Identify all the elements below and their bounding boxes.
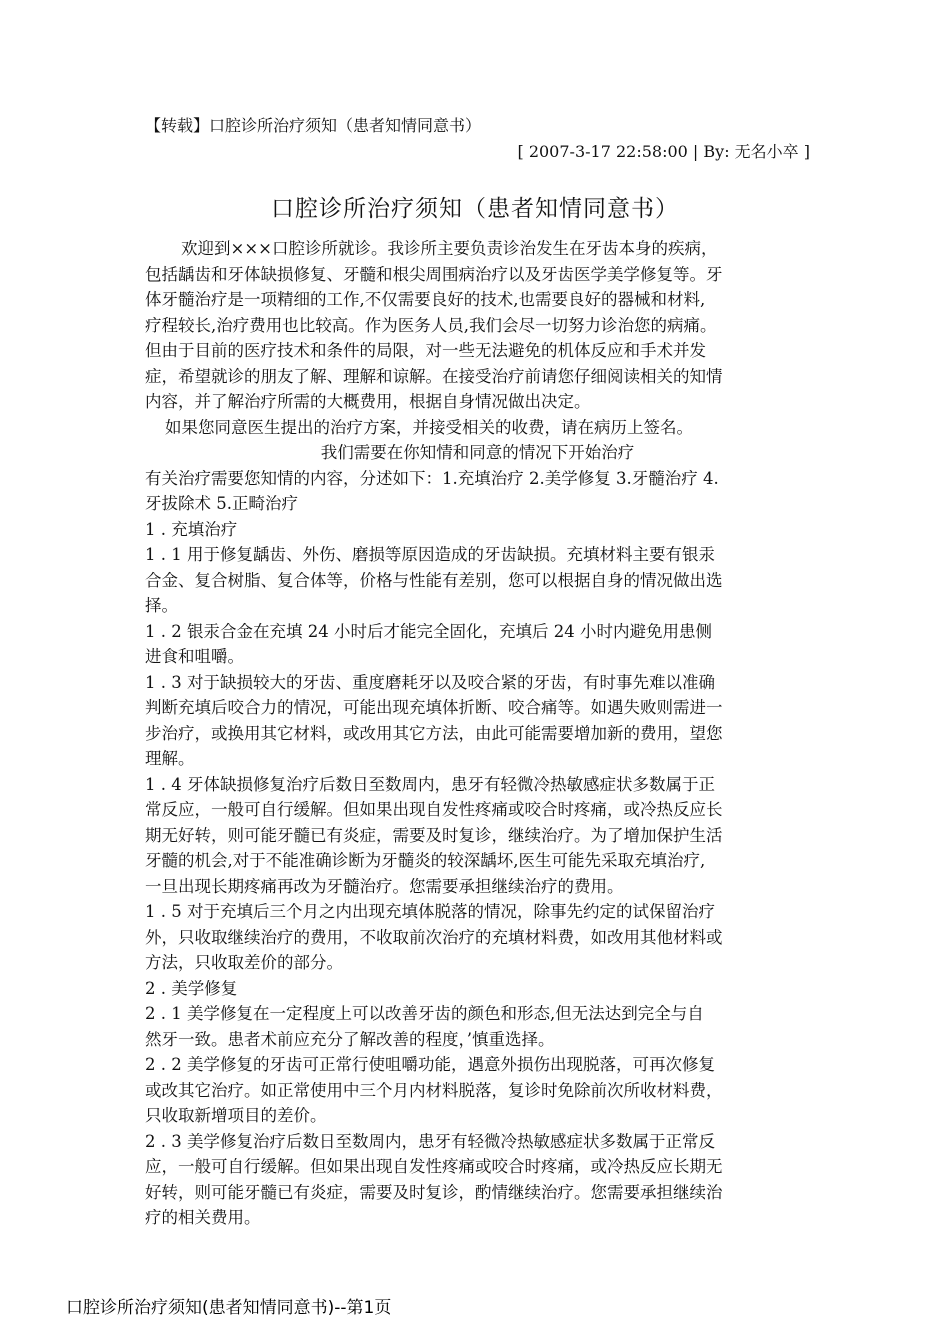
body-line: 进食和咀嚼。 (145, 647, 244, 666)
body-line: 好转，则可能牙髓已有炎症，需要及时复诊，酌情继续治疗。您需要承担继续治 (145, 1182, 723, 1202)
body-line: 判断充填后咬合力的情况，可能出现充填体折断、咬合痛等。如遇失败则需进一 (145, 698, 723, 717)
body-line: 牙拔除术 5.正畸治疗 (145, 494, 298, 513)
body-line: 牙髓的机会,对于不能准确诊断为牙髓炎的较深龋坏,医生可能先采取充填治疗, (145, 851, 706, 870)
body-line: 欢迎到×××口腔诊所就诊。我诊所主要负责诊治发生在牙齿本身的疾病， (181, 239, 718, 258)
body-line: 方法，只收取差价的部分。 (145, 953, 343, 972)
section-heading: 2 . 美学修复 (145, 978, 238, 998)
body-line: 外，只收取继续治疗的费用，不收取前次治疗的充填材料费，如改用其他材料或 (145, 927, 723, 947)
body-line: 1 . 4 牙体缺损修复治疗后数日至数周内，患牙有轻微冷热敏感症状多数属于正 (145, 774, 715, 794)
body-line: 1 . 2 银汞合金在充填 24 小时后才能完全固化，充填后 24 小时内避免用患侧 (145, 621, 712, 641)
document-body (145, 236, 810, 1231)
body-line: 期无好转，则可能牙髓已有炎症，需要及时复诊，继续治疗。为了增加保护生活 (145, 825, 723, 845)
body-line: 择。 (145, 596, 178, 615)
body-line: 疗的相关费用。 (145, 1208, 261, 1227)
body-line: 只收取新增项目的差价。 (145, 1106, 327, 1125)
body-line: 2 . 1 美学修复在一定程度上可以改善牙齿的颜色和形态,但无法达到完全与自 (145, 1004, 704, 1023)
body-line: 理解。 (145, 749, 195, 768)
body-line: 症，希望就诊的朋友了解、理解和谅解。在接受治疗前请您仔细阅读相关的知情 (145, 366, 723, 386)
body-line: 如果您同意医生提出的治疗方案，并接受相关的收费，请在病历上签名。 (165, 417, 693, 437)
body-line-centered: 我们需要在你知情和同意的情况下开始治疗 (320, 443, 635, 462)
body-line: 2 . 3 美学修复治疗后数日至数周内，患牙有轻微冷热敏感症状多数属于正常反 (145, 1131, 715, 1151)
body-line: 内容，并了解治疗所需的大概费用，根据自身情况做出决定。 (145, 392, 591, 411)
page-footer: 口腔诊所治疗须知(患者知情同意书)--第1页 (66, 1298, 392, 1318)
body-line: 2 . 2 美学修复的牙齿可正常行使咀嚼功能，遇意外损伤出现脱落，可再次修复 (145, 1055, 715, 1074)
repost-title: 【转载】口腔诊所治疗须知（患者知情同意书） (145, 116, 482, 135)
post-meta: [ 2007-3-17 22:58:00 | By: 无名小卒 ] (517, 142, 810, 161)
body-line: 1 . 3 对于缺损较大的牙齿、重度磨耗牙以及咬合紧的牙齿，有时事先难以准确 (145, 672, 715, 692)
body-line: 一旦出现长期疼痛再改为牙髓治疗。您需要承担继续治疗的费用。 (145, 876, 624, 896)
body-line: 应，一般可自行缓解。但如果出现自发性疼痛或咬合时疼痛，或冷热反应长期无 (145, 1157, 723, 1176)
body-line: 疗程较长,治疗费用也比较高。作为医务人员,我们会尽一切努力诊治您的病痛。 (145, 315, 717, 335)
section-heading: 1 . 充填治疗 (145, 519, 238, 539)
body-line: 有关治疗需要您知情的内容，分述如下：1.充填治疗 2.美学修复 3.牙髓治疗 4. (145, 468, 719, 488)
document-title: 口腔诊所治疗须知（患者知情同意书） (271, 196, 679, 222)
body-line: 或改其它治疗。如正常使用中三个月内材料脱落，复诊时免除前次所收材料费， (145, 1080, 723, 1100)
body-line: 常反应，一般可自行缓解。但如果出现自发性疼痛或咬合时疼痛，或冷热反应长 (145, 800, 723, 819)
body-line: 但由于目前的医疗技术和条件的局限，对一些无法避免的机体反应和手术并发 (145, 341, 706, 360)
body-line: 然牙一致。患者术前应充分了解改善的程度，’慎重选择。 (145, 1029, 555, 1049)
body-line: 1 . 5 对于充填后三个月之内出现充填体脱落的情况，除事先约定的试保留治疗 (145, 902, 715, 921)
body-line: 步治疗，或换用其它材料，或改用其它方法，由此可能需要增加新的费用，望您 (145, 723, 723, 743)
body-line: 包括龋齿和牙体缺损修复、牙髓和根尖周围病治疗以及牙齿医学美学修复等。牙 (145, 264, 723, 284)
body-line: 1 . 1 用于修复龋齿、外伤、磨损等原因造成的牙齿缺损。充填材料主要有银汞 (145, 545, 715, 564)
body-line: 体牙髓治疗是一项精细的工作,不仅需要良好的技术,也需要良好的器械和材料, (145, 290, 706, 309)
body-line: 合金、复合树脂、复合体等，价格与性能有差别，您可以根据自身的情况做出选 (145, 570, 723, 590)
